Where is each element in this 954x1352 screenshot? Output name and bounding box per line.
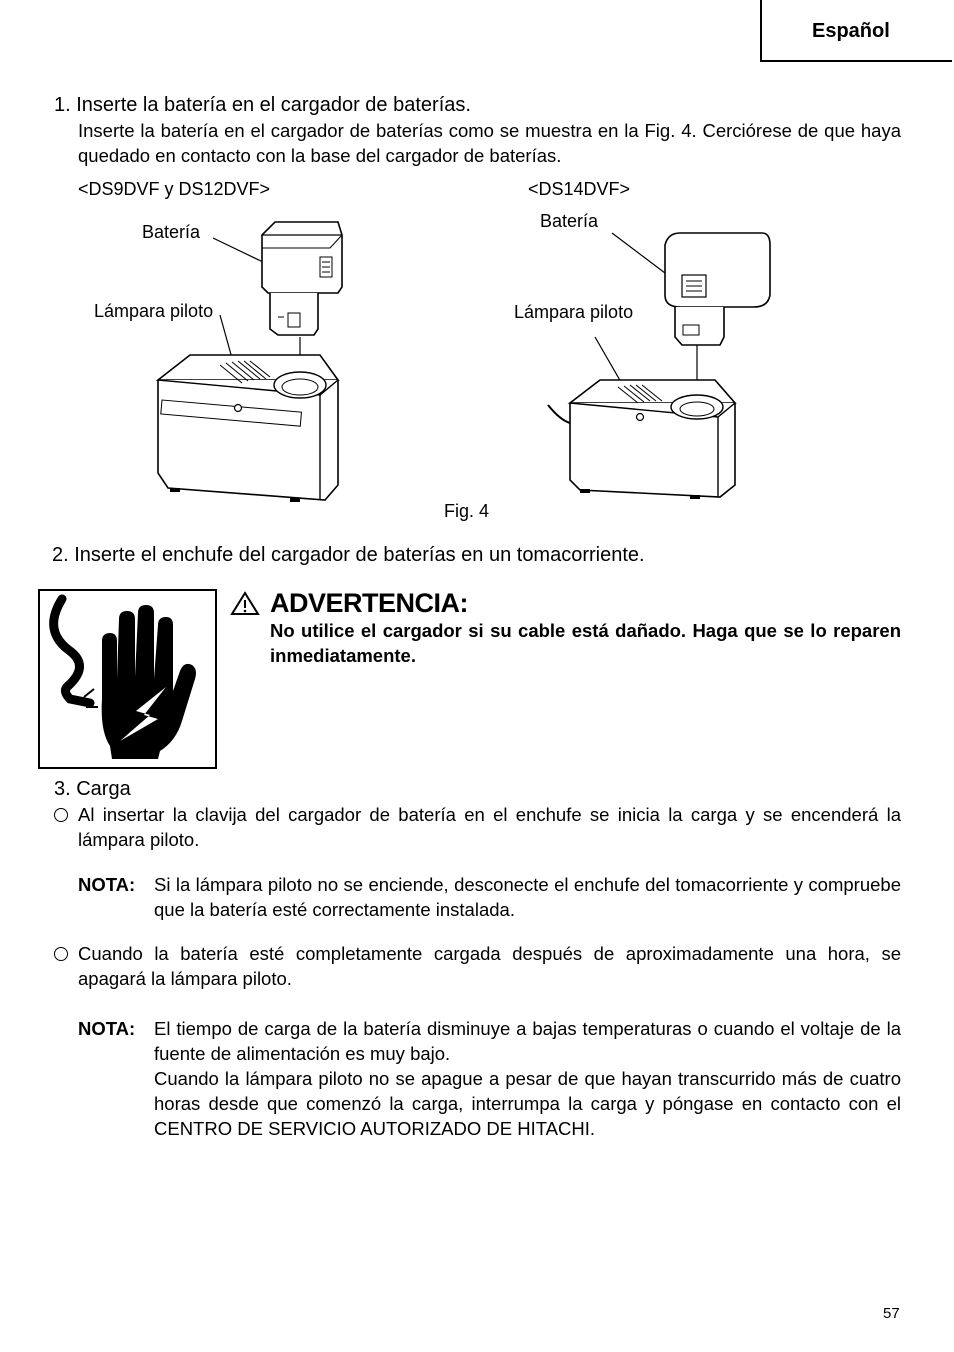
step3-bullet1: Al insertar la clavija del cargador de batería en el enchufe se inicia la carga y se encenderá la lámpara piloto. xyxy=(78,804,901,850)
step3-title: 3. Carga xyxy=(54,778,131,800)
figure-right-model: <DS14DVF> xyxy=(528,179,631,199)
note2-text2: Cuando la lámpara piloto no se apague a pesar de que hayan transcurrido más de cuatro horas desde que comenzó la carga, interrumpa la carga y póngase en contacto con el CENTRO DE SERVICIO AUTORIZADO DE HITACHI. xyxy=(154,1068,901,1139)
figure-caption: Fig. 4 xyxy=(444,501,490,521)
warning-image-box xyxy=(38,589,217,769)
note1-text: Si la lámpara piloto no se enciende, desconecte el enchufe del tomacorriente y compruebe que la batería esté correctamente instalada. xyxy=(154,874,901,920)
electric-shock-hand-icon xyxy=(40,591,215,767)
step3-bullet2: Cuando la batería esté completamente cargada después de aproximadamente una hora, se apagará la lámpara piloto. xyxy=(78,943,901,989)
note2-text1: El tiempo de carga de la batería disminuye a bajas temperaturas o cuando el voltaje de la fuente de alimentación es muy bajo. xyxy=(154,1018,901,1064)
left-lamp-label: Lámpara piloto xyxy=(94,301,214,321)
warning-text: No utilice el cargador si su cable está dañado. Haga que se lo reparen inmediatamente. xyxy=(270,620,901,666)
page-number: 57 xyxy=(883,1305,900,1322)
bullet-circle-icon xyxy=(54,808,68,822)
figure-left-model: <DS9DVF y DS12DVF> xyxy=(78,179,271,199)
left-charger-illustration xyxy=(150,205,350,505)
warning-triangle-icon xyxy=(230,591,260,616)
warning-title: ADVERTENCIA: xyxy=(270,588,469,618)
right-charger-illustration xyxy=(540,225,775,505)
note2-label: NOTA: xyxy=(78,1018,136,1039)
right-battery-label: Batería xyxy=(540,211,599,231)
language-label: Español xyxy=(812,20,890,42)
step2-title: 2. Inserte el enchufe del cargador de baterías en un tomacorriente. xyxy=(52,544,645,566)
step1-title: 1. Inserte la batería en el cargador de baterías. xyxy=(54,94,471,116)
step1-body: Inserte la batería en el cargador de baterías como se muestra en la Fig. 4. Cerciórese de que haya quedado en contacto con la base del cargador de baterías. xyxy=(78,120,901,166)
right-lamp-label: Lámpara piloto xyxy=(514,302,634,322)
bullet-circle-icon xyxy=(54,947,68,961)
note1-label: NOTA: xyxy=(78,874,136,895)
left-battery-label: Batería xyxy=(142,222,201,242)
